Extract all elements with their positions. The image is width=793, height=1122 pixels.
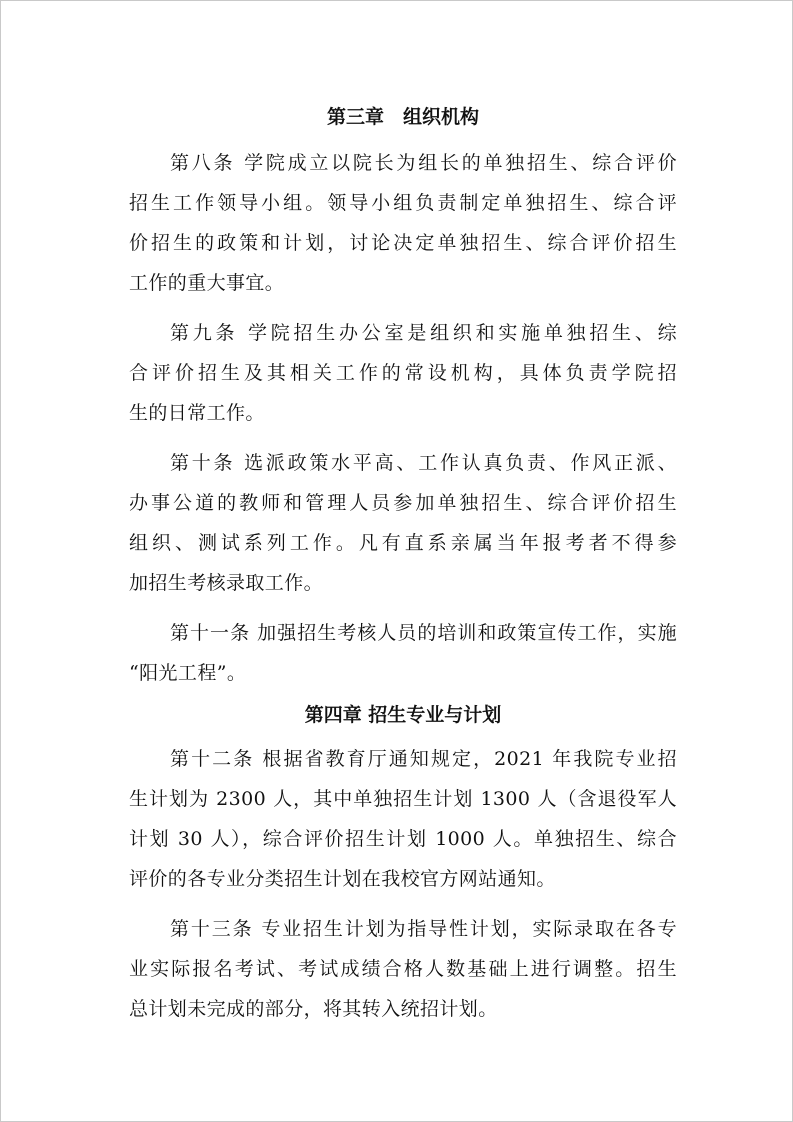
article-9-line-3: 生的日常工作。 [129, 402, 265, 424]
article-8-line-2: 招生工作领导小组。领导小组负责制定单独招生、综合评 [129, 192, 677, 214]
article-8-line-1: 第八条 学院成立以院长为组长的单独招生、综合评价 [170, 152, 677, 174]
article-12 [129, 739, 677, 899]
article-12-line-2: 生计划为 2300 人，其中单独招生计划 1300 人（含退役军人 [129, 788, 677, 810]
article-10-line-3: 组织、测试系列工作。凡有直系亲属当年报考者不得参 [129, 532, 677, 554]
article-12-line-1: 第十二条 根据省教育厅通知规定，2021 年我院专业招 [170, 748, 677, 770]
article-8-line-4: 工作的重大事宜。 [129, 272, 285, 294]
article-13-line-1: 第十三条 专业招生计划为指导性计划，实际录取在各专 [170, 918, 677, 940]
article-12-line-4: 评价的各专业分类招生计划在我校官方网站通知。 [129, 868, 556, 890]
article-11-line-1: 第十一条 加强招生考核人员的培训和政策宣传工作，实施 [170, 622, 677, 644]
article-8 [129, 143, 677, 303]
document-body [129, 105, 677, 1039]
article-13 [129, 909, 677, 1029]
article-11-line-2: “阳光工程”。 [129, 662, 247, 684]
article-9 [129, 313, 677, 433]
article-13-line-3: 总计划未完成的部分，将其转入统招计划。 [129, 998, 498, 1020]
article-9-line-1: 第九条 学院招生办公室是组织和实施单独招生、综 [170, 322, 677, 344]
chapter-3-heading: 第三章 组织机构 [326, 106, 479, 128]
article-11 [129, 613, 677, 693]
chapter-4-heading: 第四章 招生专业与计划 [304, 704, 502, 726]
article-10-line-4: 加招生考核录取工作。 [129, 572, 324, 594]
article-9-line-2: 合评价招生及其相关工作的常设机构，具体负责学院招 [129, 362, 677, 384]
article-10-line-2: 办事公道的教师和管理人员参加单独招生、综合评价招生 [129, 492, 677, 514]
article-10 [129, 443, 677, 603]
article-13-line-2: 业实际报名考试、考试成绩合格人数基础上进行调整。招生 [129, 958, 677, 980]
article-10-line-1: 第十条 选派政策水平高、工作认真负责、作风正派、 [170, 452, 677, 474]
article-12-line-3: 计划 30 人），综合评价招生计划 1000 人。单独招生、综合 [129, 828, 677, 850]
article-8-line-3: 价招生的政策和计划，讨论决定单独招生、综合评价招生 [129, 232, 677, 254]
